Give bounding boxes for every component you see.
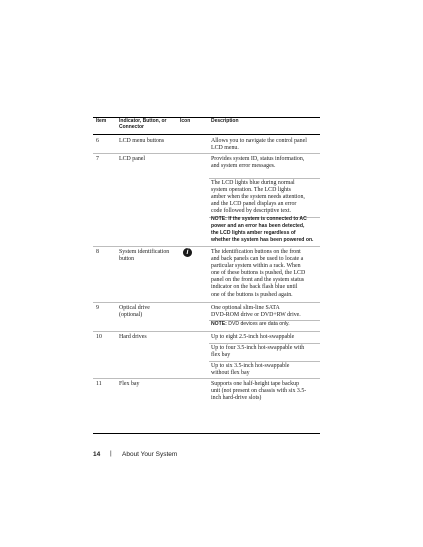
header-icon: Icon xyxy=(180,118,191,124)
note-label: NOTE: xyxy=(211,321,227,327)
row-separator xyxy=(93,246,320,247)
table-header-rule xyxy=(93,134,320,135)
row-6-name: LCD menu buttons xyxy=(119,138,165,144)
table-bottom-rule xyxy=(93,433,320,434)
description-separator xyxy=(209,361,320,362)
row-9-item: 9 xyxy=(96,305,99,311)
row-10-name: Hard drives xyxy=(119,334,147,340)
header-description: Description xyxy=(211,118,239,124)
footer-separator: | xyxy=(110,450,112,457)
section-title: About Your System xyxy=(122,451,178,458)
row-11-description: Supports one half-height tape backup unit (not present on chassis with six 3.5- inch hard-drive slots) xyxy=(211,381,307,402)
row-11-item: 11 xyxy=(96,381,102,387)
row-10-description-2: Up to four 3.5-inch hot-swappable with flex bay xyxy=(211,345,305,359)
row-separator xyxy=(93,331,320,332)
header-item: Item xyxy=(96,118,107,124)
row-9-note xyxy=(211,321,290,328)
page-number: 14 xyxy=(93,451,101,458)
row-6-item: 6 xyxy=(96,138,99,144)
row-9-name: Optical drive (optional) xyxy=(119,305,150,319)
row-9-description: One optional slim-line SATA DVD-ROM drive or DVD+RW drive. xyxy=(211,305,301,319)
description-separator xyxy=(209,178,320,179)
row-separator xyxy=(93,302,320,303)
note-label: NOTE: xyxy=(211,216,227,222)
row-7-description-1: Provides system ID, status information, and system error messages. xyxy=(211,156,305,170)
row-10-description-1: Up to eight 2.5-inch hot-swappable xyxy=(211,334,295,340)
row-separator xyxy=(93,153,320,154)
row-6-description: Allows you to navigate the control panel LCD menu. xyxy=(211,138,307,152)
row-7-item: 7 xyxy=(96,156,99,162)
row-8-name: System identification button xyxy=(119,249,170,263)
row-8-item: 8 xyxy=(96,249,99,255)
row-7-note xyxy=(211,216,313,244)
header-indicator: Indicator, Button, or Connector xyxy=(119,118,167,131)
note-text: DVD devices are data only. xyxy=(226,321,290,327)
row-separator xyxy=(93,378,320,379)
row-10-item: 10 xyxy=(96,334,102,340)
system-identification-icon: i xyxy=(183,248,192,257)
row-7-description-2: The LCD lights blue during normal system operation. The LCD lights amber when the system needs attention, and the LCD panel displays an error code followed by descriptive text. xyxy=(211,180,305,215)
row-8-description: The identification buttons on the front and back panels can be used to locate a particular system within a rack. When one of these buttons is pushed, the LCD panel on the front and the system status indicator on the back flash blue until one of the buttons is pushed again. xyxy=(211,249,306,298)
description-separator xyxy=(209,343,320,344)
row-10-description-3: Up to six 3.5-inch hot-swappable without flex bay xyxy=(211,363,290,377)
row-11-name: Flex bay xyxy=(119,381,140,387)
row-7-name: LCD panel xyxy=(119,156,146,162)
note-text: If the system is connected to AC power and an error has been detected, the LCD lights amber regardless of whether the system has been powered on. xyxy=(211,216,314,243)
